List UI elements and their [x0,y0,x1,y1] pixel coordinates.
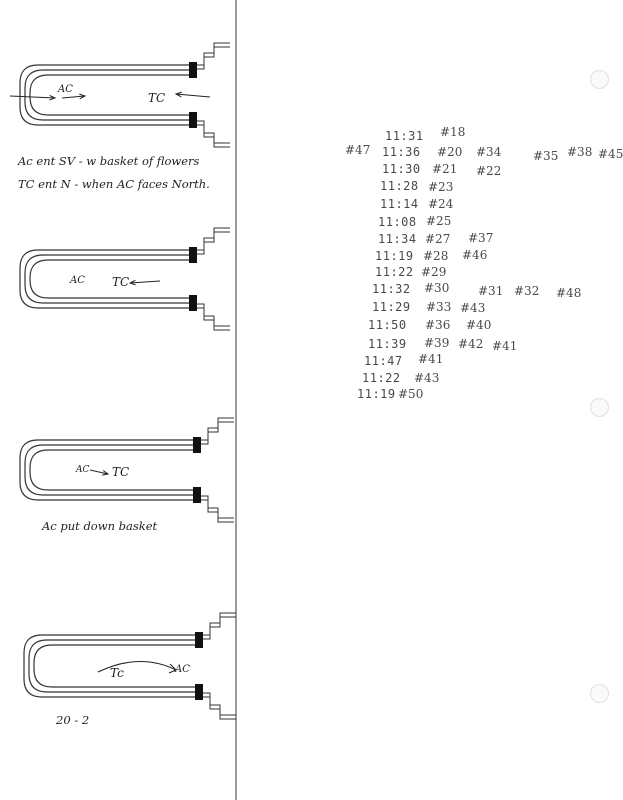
diagram-1-walkway-outline-3 [30,75,192,115]
number-entry: #47 [345,143,371,157]
diagram-4-stage-block-bottom [195,684,203,700]
diagram-4-stage-wing-bottom-inner [203,693,236,715]
diagram-3-ac-label: AC [76,465,90,475]
diagram-3-walkway-outline-2 [25,445,196,495]
diagram-4-ac-label: AC [175,664,190,675]
time-entry: 11:30 [382,162,421,176]
number-entry: #34 [476,145,502,159]
diagram-2-walkway-outline-3 [30,260,192,298]
number-entry: #40 [466,318,492,332]
number-entry: #43 [460,301,486,315]
diagram-3-walkway-outline-1 [20,440,196,500]
number-entry: #36 [425,318,451,332]
number-entry: #41 [492,339,518,353]
diagram-1-walkway-outline-2 [25,70,192,120]
diagram-2-walkway-outline-2 [25,255,192,303]
number-entry: #46 [462,248,488,262]
diagram-4-note-1: 20 - 2 [56,713,90,727]
binder-hole [590,398,609,417]
number-entry: #24 [428,197,454,211]
time-entry: 11:22 [375,265,414,279]
diagram-2-tc-move-arrow-line [130,281,160,283]
number-entry: #50 [398,387,424,401]
time-entry: 11:36 [382,145,421,159]
number-entry: #41 [418,352,444,366]
number-entry: #48 [556,286,582,300]
number-entry: #39 [424,336,450,350]
number-entry: #28 [423,249,449,263]
diagram-1-stage-block-bottom [189,112,197,128]
time-entry: 11:19 [357,387,396,401]
diagram-2-ac-label: AC [70,275,85,286]
number-entry: #21 [432,162,458,176]
diagram-4-stage-wing-top-inner [203,617,236,639]
diagram-1-note-1: Ac ent SV - w basket of flowers [18,154,200,168]
time-entry: 11:50 [368,318,407,332]
number-entry: #32 [514,284,540,298]
number-entry: #37 [468,231,494,245]
number-entry: #38 [567,145,593,159]
diagram-3-note-1: Ac put down basket [42,519,158,533]
diagram-3-stage-block-bottom [193,487,201,503]
time-entry: 11:39 [368,337,407,351]
number-entry: #42 [458,337,484,351]
diagram-1-ac-label: AC [58,84,73,95]
binder-hole [590,70,609,89]
number-entry: #27 [425,232,451,246]
time-entry: 11:47 [364,354,403,368]
diagram-2-stage-block-top [189,247,197,263]
time-entry: 11:32 [372,282,411,296]
diagram-2-stage-wing-bottom-inner [197,304,230,326]
binder-hole [590,684,609,703]
diagram-1-tc-label: TC [148,91,166,105]
diagram-2-stage-wing-top-inner [197,232,230,254]
diagram-3-tc-label: TC [112,465,130,479]
number-entry: #35 [533,149,559,163]
diagram-1-stage-block-top [189,62,197,78]
time-entry: 11:28 [380,179,419,193]
time-entry: 11:22 [362,371,401,385]
diagram-2-stage-block-bottom [189,295,197,311]
diagram-3-stage-block-top [193,437,201,453]
number-entry: #33 [426,300,452,314]
diagram-3-stage-wing-top-inner [201,422,234,444]
diagram-1-ac-entrance-arrow-line [10,96,55,98]
number-entry: #25 [426,214,452,228]
time-entry: 11:34 [378,232,417,246]
diagram-2-tc-label: TC [112,275,130,289]
diagram-1-walkway-outline-1 [20,65,192,125]
diagram-4-tc-label: Tc [110,666,124,680]
time-entry: 11:29 [372,300,411,314]
diagram-3-stage-wing-bottom-inner [201,496,234,518]
diagram-1-stage-wing-bottom-inner [197,121,230,143]
number-entry: #43 [414,371,440,385]
diagram-4-stage-block-top [195,632,203,648]
number-entry: #23 [428,180,454,194]
number-entry: #30 [424,281,450,295]
time-entry: 11:31 [385,129,424,143]
diagram-1-stage-wing-top-inner [197,47,230,69]
number-entry: #20 [437,145,463,159]
diagram-2-walkway-outline-1 [20,250,192,308]
diagram-1-note-2: TC ent N - when AC faces North. [18,177,210,191]
time-entry: 11:19 [375,249,414,263]
number-entry: #18 [440,125,466,139]
number-entry: #31 [478,284,504,298]
number-entry: #45 [598,147,623,161]
number-entry: #29 [421,265,447,279]
time-entry: 11:14 [380,197,419,211]
number-entry: #22 [476,164,502,178]
time-entry: 11:08 [378,215,417,229]
